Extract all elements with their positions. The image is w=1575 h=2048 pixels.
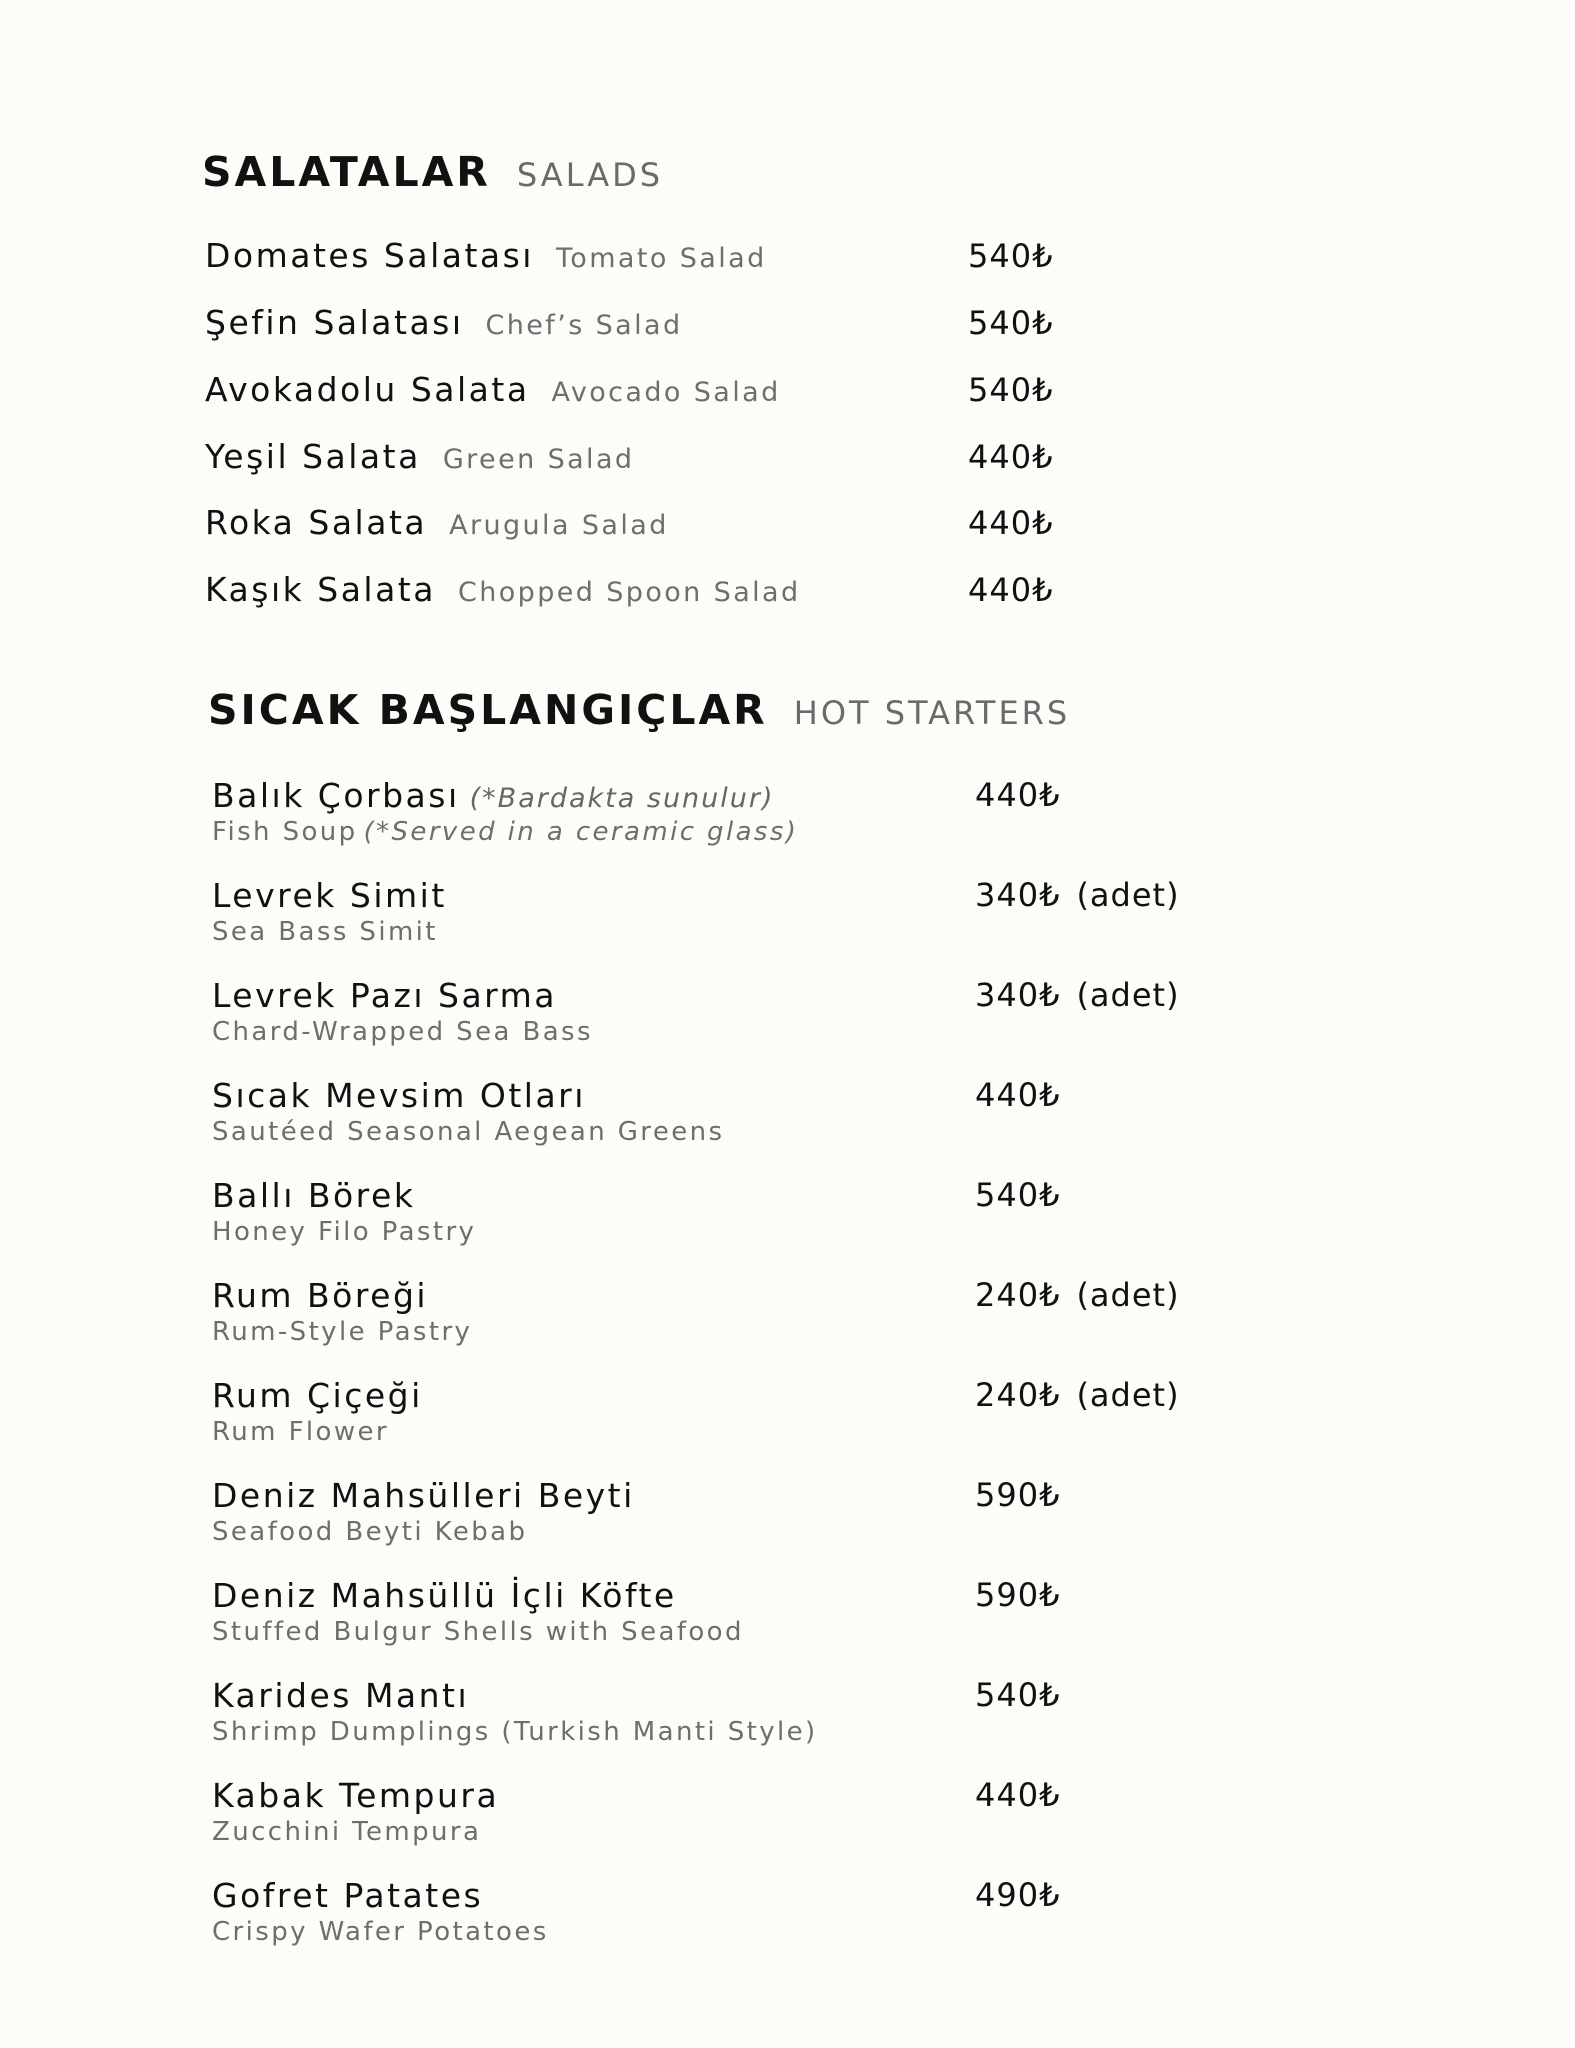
starter-name-en: Chard-Wrapped Sea Bass [212,1017,593,1047]
starter-unit: (adet) [1076,1376,1180,1414]
salad-name-tr: Domates Salatası [205,236,534,275]
starter-item [212,1376,423,1447]
starter-price: 490₺ [975,1876,1061,1914]
starter-name-tr: Deniz Mahsüllü İçli Köfte [212,1576,677,1615]
salad-name-en: Chef’s Salad [485,310,683,341]
starter-name-tr: Levrek Simit [212,876,447,915]
starter-unit: (adet) [1076,976,1180,1014]
starter-item [212,876,447,947]
starter-name-tr: Karides Mantı [212,1676,470,1715]
salad-price: 540₺ [968,304,1054,342]
starter-item [212,1776,499,1847]
starter-name-tr: Balık Çorbası (*Bardakta sunulur) [212,776,775,815]
hot-starters-heading [208,686,1070,734]
starter-price: 440₺ [975,776,1061,814]
salads-heading [202,148,663,196]
salad-name-tr: Kaşık Salata [205,570,436,609]
starter-note-en: (*Served in a ceramic glass) [363,817,799,847]
starter-price: 540₺ [975,1676,1061,1714]
hot-starters-title-en: HOT STARTERS [793,694,1071,732]
starter-name-en: Rum Flower [212,1417,390,1447]
starter-price: 440₺ [975,1776,1061,1814]
salads-title-en: SALADS [516,156,664,194]
salad-name-tr: Avokadolu Salata [205,370,530,409]
starter-name-en: Honey Filo Pastry [212,1217,477,1247]
starter-name-en: Sautéed Seasonal Aegean Greens [212,1117,725,1147]
starter-note-tr: (*Bardakta sunulur) [469,783,775,814]
starter-price: 590₺ [975,1576,1061,1614]
starter-price: 540₺ [975,1176,1061,1214]
starter-price: 240₺ (adet) [975,1376,1180,1414]
starter-name-en: Sea Bass Simit [212,917,438,947]
salad-name-en: Arugula Salad [449,510,669,541]
salad-item [205,236,767,275]
salad-price: 440₺ [968,571,1054,609]
salad-item [205,303,683,342]
starter-name-en: Crispy Wafer Potatoes [212,1917,549,1947]
salad-name-tr: Roka Salata [205,503,428,542]
starter-name-tr: Rum Böreği [212,1276,429,1315]
starter-item [212,1276,472,1347]
starter-price: 440₺ [975,1076,1061,1114]
starter-name-tr: Gofret Patates [212,1876,484,1915]
starter-name-en: Stuffed Bulgur Shells with Seafood [212,1617,744,1647]
starter-name-en: Seafood Beyti Kebab [212,1517,528,1547]
starter-name-en: Shrimp Dumplings (Turkish Manti Style) [212,1717,818,1747]
starter-name-tr: Kabak Tempura [212,1776,500,1815]
salad-item [205,570,801,609]
salad-name-en: Tomato Salad [555,243,767,274]
starter-name-tr: Ballı Börek [212,1176,416,1215]
starter-name-en: Fish Soup (*Served in a ceramic glass) [212,817,799,847]
starter-name-en: Rum-Style Pastry [212,1317,473,1347]
salads-title-tr: SALATALAR [202,148,491,196]
starter-item [212,1076,724,1147]
salad-name-tr: Şefin Salatası [205,303,464,342]
starter-price: 240₺ (adet) [975,1276,1180,1314]
starter-name-tr: Deniz Mahsülleri Beyti [212,1476,635,1515]
hot-starters-title-tr: SICAK BAŞLANGIÇLAR [208,686,768,734]
salad-price: 540₺ [968,237,1054,275]
starter-item [212,776,798,847]
starter-name-tr: Levrek Pazı Sarma [212,976,558,1015]
salad-price: 540₺ [968,371,1054,409]
starter-item [212,1876,549,1947]
starter-item [212,976,593,1047]
salad-name-en: Chopped Spoon Salad [457,577,801,608]
starter-name-en: Zucchini Tempura [212,1817,482,1847]
salad-item [205,370,781,409]
salad-name-en: Green Salad [442,444,635,475]
salad-price: 440₺ [968,504,1054,542]
starter-unit: (adet) [1076,876,1180,914]
salad-price: 440₺ [968,438,1054,476]
salad-item [205,437,634,476]
salad-name-en: Avocado Salad [551,377,781,408]
starter-price: 340₺ (adet) [975,876,1180,914]
starter-price: 340₺ (adet) [975,976,1180,1014]
starter-unit: (adet) [1076,1276,1180,1314]
starter-item [212,1676,818,1747]
starter-item [212,1176,476,1247]
salad-name-tr: Yeşil Salata [205,437,421,476]
starter-price: 590₺ [975,1476,1061,1514]
starter-item [212,1576,744,1647]
starter-name-tr: Rum Çiçeği [212,1376,423,1415]
starter-item [212,1476,635,1547]
starter-name-tr: Sıcak Mevsim Otları [212,1076,586,1115]
salad-item [205,503,669,542]
